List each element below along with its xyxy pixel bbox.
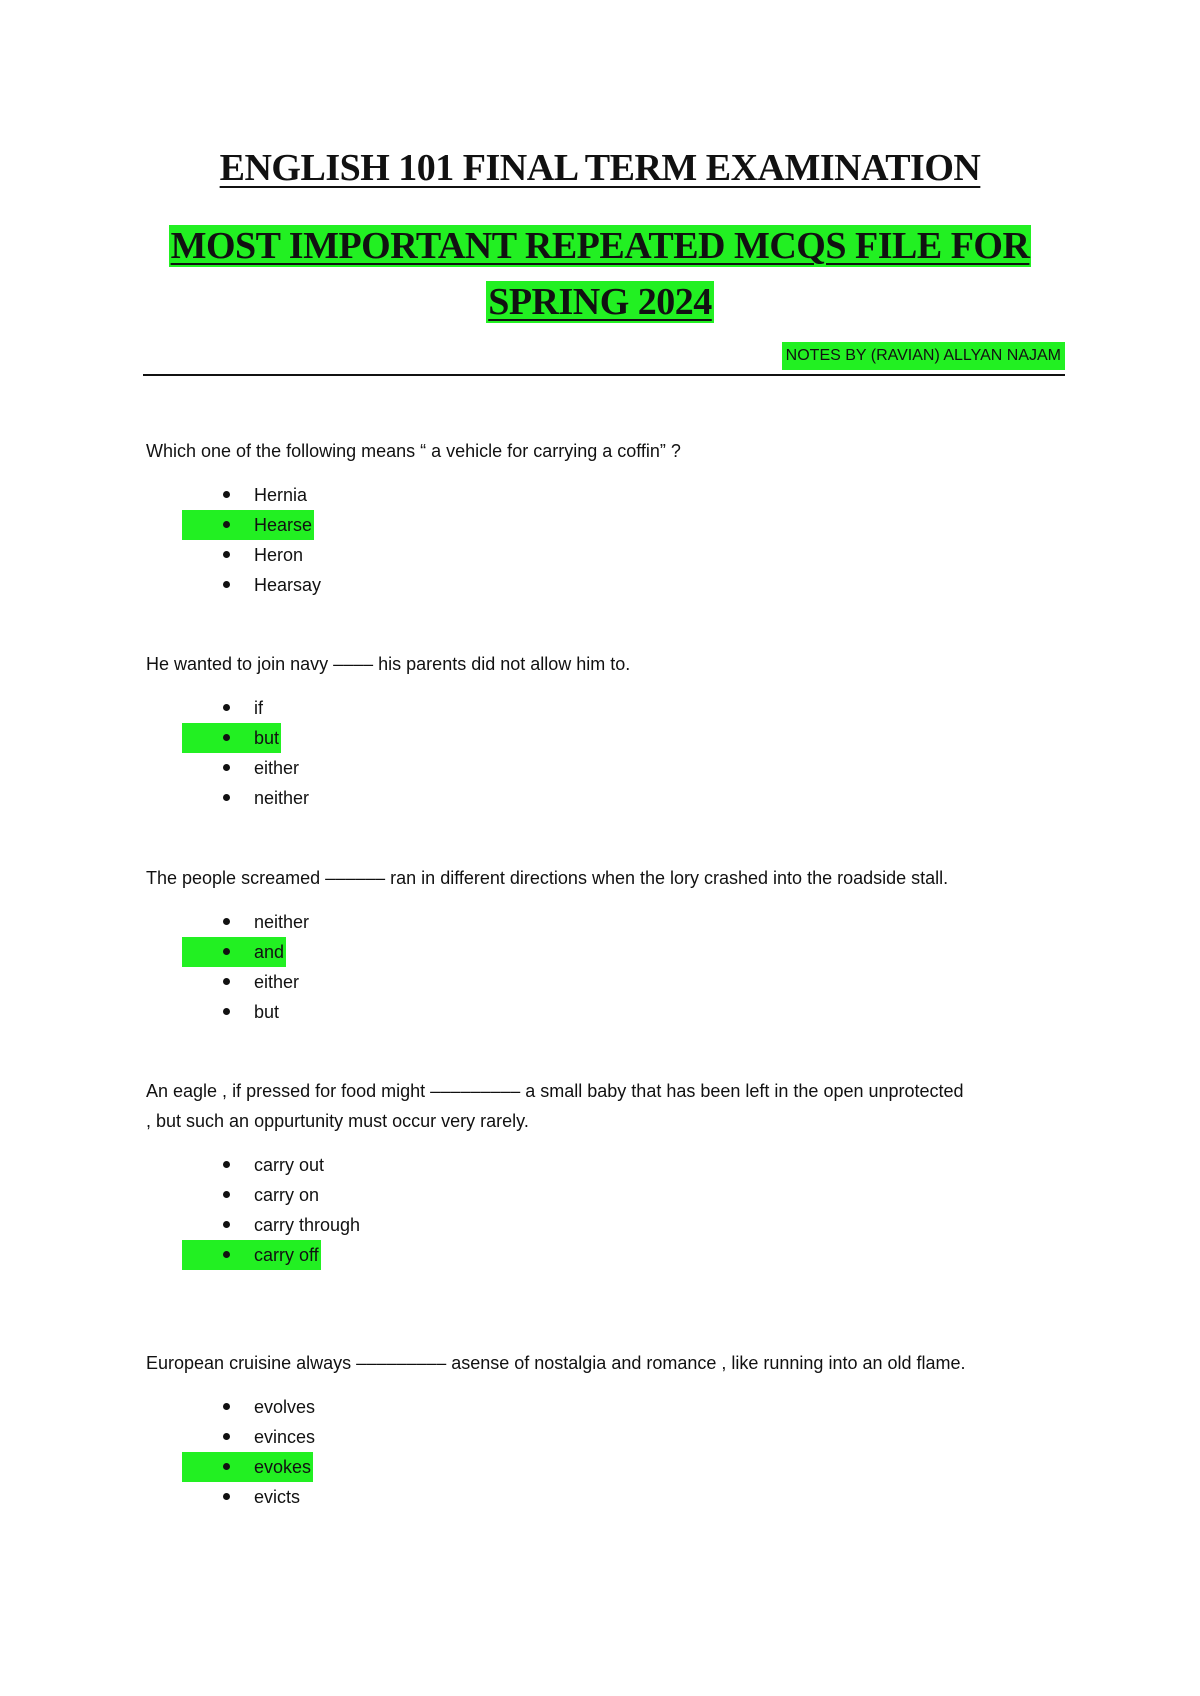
option-item bbox=[146, 1180, 966, 1210]
question-block bbox=[146, 649, 1066, 813]
question-text: European cruisine always ––––––––– asense of nostalgia and romance , like running into an old flame. bbox=[146, 1353, 966, 1373]
option-label: carry on bbox=[254, 1185, 320, 1205]
option-label: carry through bbox=[254, 1215, 361, 1235]
document-subtitle bbox=[140, 218, 1060, 330]
option-bullet-icon bbox=[182, 723, 281, 753]
option-label: Hernia bbox=[254, 485, 308, 505]
option-item bbox=[146, 1392, 1026, 1422]
option-label: if bbox=[254, 698, 263, 718]
option-item bbox=[146, 753, 1066, 783]
option-item bbox=[146, 540, 1066, 570]
option-label: carry off bbox=[254, 1245, 319, 1265]
option-label: evinces bbox=[254, 1427, 316, 1447]
option-item bbox=[146, 1482, 1026, 1512]
options-list bbox=[146, 693, 1066, 813]
option-label: evicts bbox=[254, 1487, 301, 1507]
option-bullet-icon bbox=[182, 1150, 326, 1180]
subtitle-highlight: MOST IMPORTANT REPEATED MCQS FILE FOR SPRING 2024 bbox=[170, 225, 1030, 323]
option-item bbox=[146, 1210, 966, 1240]
option-label: evolves bbox=[254, 1397, 316, 1417]
option-item bbox=[146, 783, 1066, 813]
option-bullet-icon bbox=[182, 1452, 313, 1482]
option-bullet-icon bbox=[182, 570, 323, 600]
option-item bbox=[146, 907, 1066, 937]
option-bullet-icon bbox=[182, 907, 311, 937]
options-list bbox=[146, 1150, 966, 1270]
option-item bbox=[146, 570, 1066, 600]
option-item bbox=[146, 997, 1066, 1027]
option-bullet-icon bbox=[182, 1180, 321, 1210]
question-text: The people screamed –––––– ran in different directions when the lory crashed into the roadside stall. bbox=[146, 868, 949, 888]
option-bullet-icon bbox=[182, 997, 281, 1027]
option-item-correct bbox=[146, 937, 1066, 967]
option-bullet-icon bbox=[182, 693, 265, 723]
question-text: He wanted to join navy –––– his parents did not allow him to. bbox=[146, 654, 631, 674]
option-bullet-icon bbox=[182, 1240, 321, 1270]
options-list bbox=[146, 907, 1066, 1027]
option-bullet-icon bbox=[182, 540, 305, 570]
option-bullet-icon bbox=[182, 1392, 317, 1422]
option-bullet-icon bbox=[182, 937, 286, 967]
option-bullet-icon bbox=[182, 1482, 302, 1512]
option-item-correct bbox=[146, 1452, 1026, 1482]
question-text: Which one of the following means “ a vehicle for carrying a coffin” ? bbox=[146, 441, 681, 461]
notes-author: NOTES BY (RAVIAN) ALLYAN NAJAM bbox=[782, 342, 1065, 370]
option-item bbox=[146, 967, 1066, 997]
option-item-correct bbox=[146, 1240, 966, 1270]
option-label: Hearse bbox=[254, 515, 313, 535]
option-item bbox=[146, 480, 1066, 510]
option-label: neither bbox=[254, 788, 310, 808]
options-list bbox=[146, 480, 1066, 600]
option-label: Hearsay bbox=[254, 575, 322, 595]
option-bullet-icon bbox=[182, 1210, 362, 1240]
option-label: either bbox=[254, 758, 300, 778]
options-list bbox=[146, 1392, 1026, 1512]
question-block bbox=[146, 1076, 966, 1270]
option-label: but bbox=[254, 728, 280, 748]
option-label: either bbox=[254, 972, 300, 992]
question-block bbox=[146, 1348, 1026, 1512]
option-item bbox=[146, 693, 1066, 723]
option-bullet-icon bbox=[182, 1422, 317, 1452]
option-item bbox=[146, 1422, 1026, 1452]
option-item-correct bbox=[146, 510, 1066, 540]
option-label: and bbox=[254, 942, 285, 962]
option-bullet-icon bbox=[182, 967, 301, 997]
document-title: ENGLISH 101 FINAL TERM EXAMINATION bbox=[219, 147, 981, 189]
option-label: Heron bbox=[254, 545, 304, 565]
header-divider bbox=[143, 374, 1065, 376]
option-label: but bbox=[254, 1002, 280, 1022]
option-bullet-icon bbox=[182, 510, 314, 540]
option-bullet-icon bbox=[182, 783, 311, 813]
option-label: evokes bbox=[254, 1457, 312, 1477]
question-block bbox=[146, 863, 1066, 1027]
option-label: carry out bbox=[254, 1155, 325, 1175]
question-text: An eagle , if pressed for food might ––––––––– a small baby that has been left in the open unprotected , but such an oppurtunity must occur very rarely. bbox=[146, 1081, 964, 1131]
option-item bbox=[146, 1150, 966, 1180]
option-bullet-icon bbox=[182, 480, 309, 510]
option-label: neither bbox=[254, 912, 310, 932]
option-item-correct bbox=[146, 723, 1066, 753]
question-block bbox=[146, 436, 1066, 600]
option-bullet-icon bbox=[182, 753, 301, 783]
